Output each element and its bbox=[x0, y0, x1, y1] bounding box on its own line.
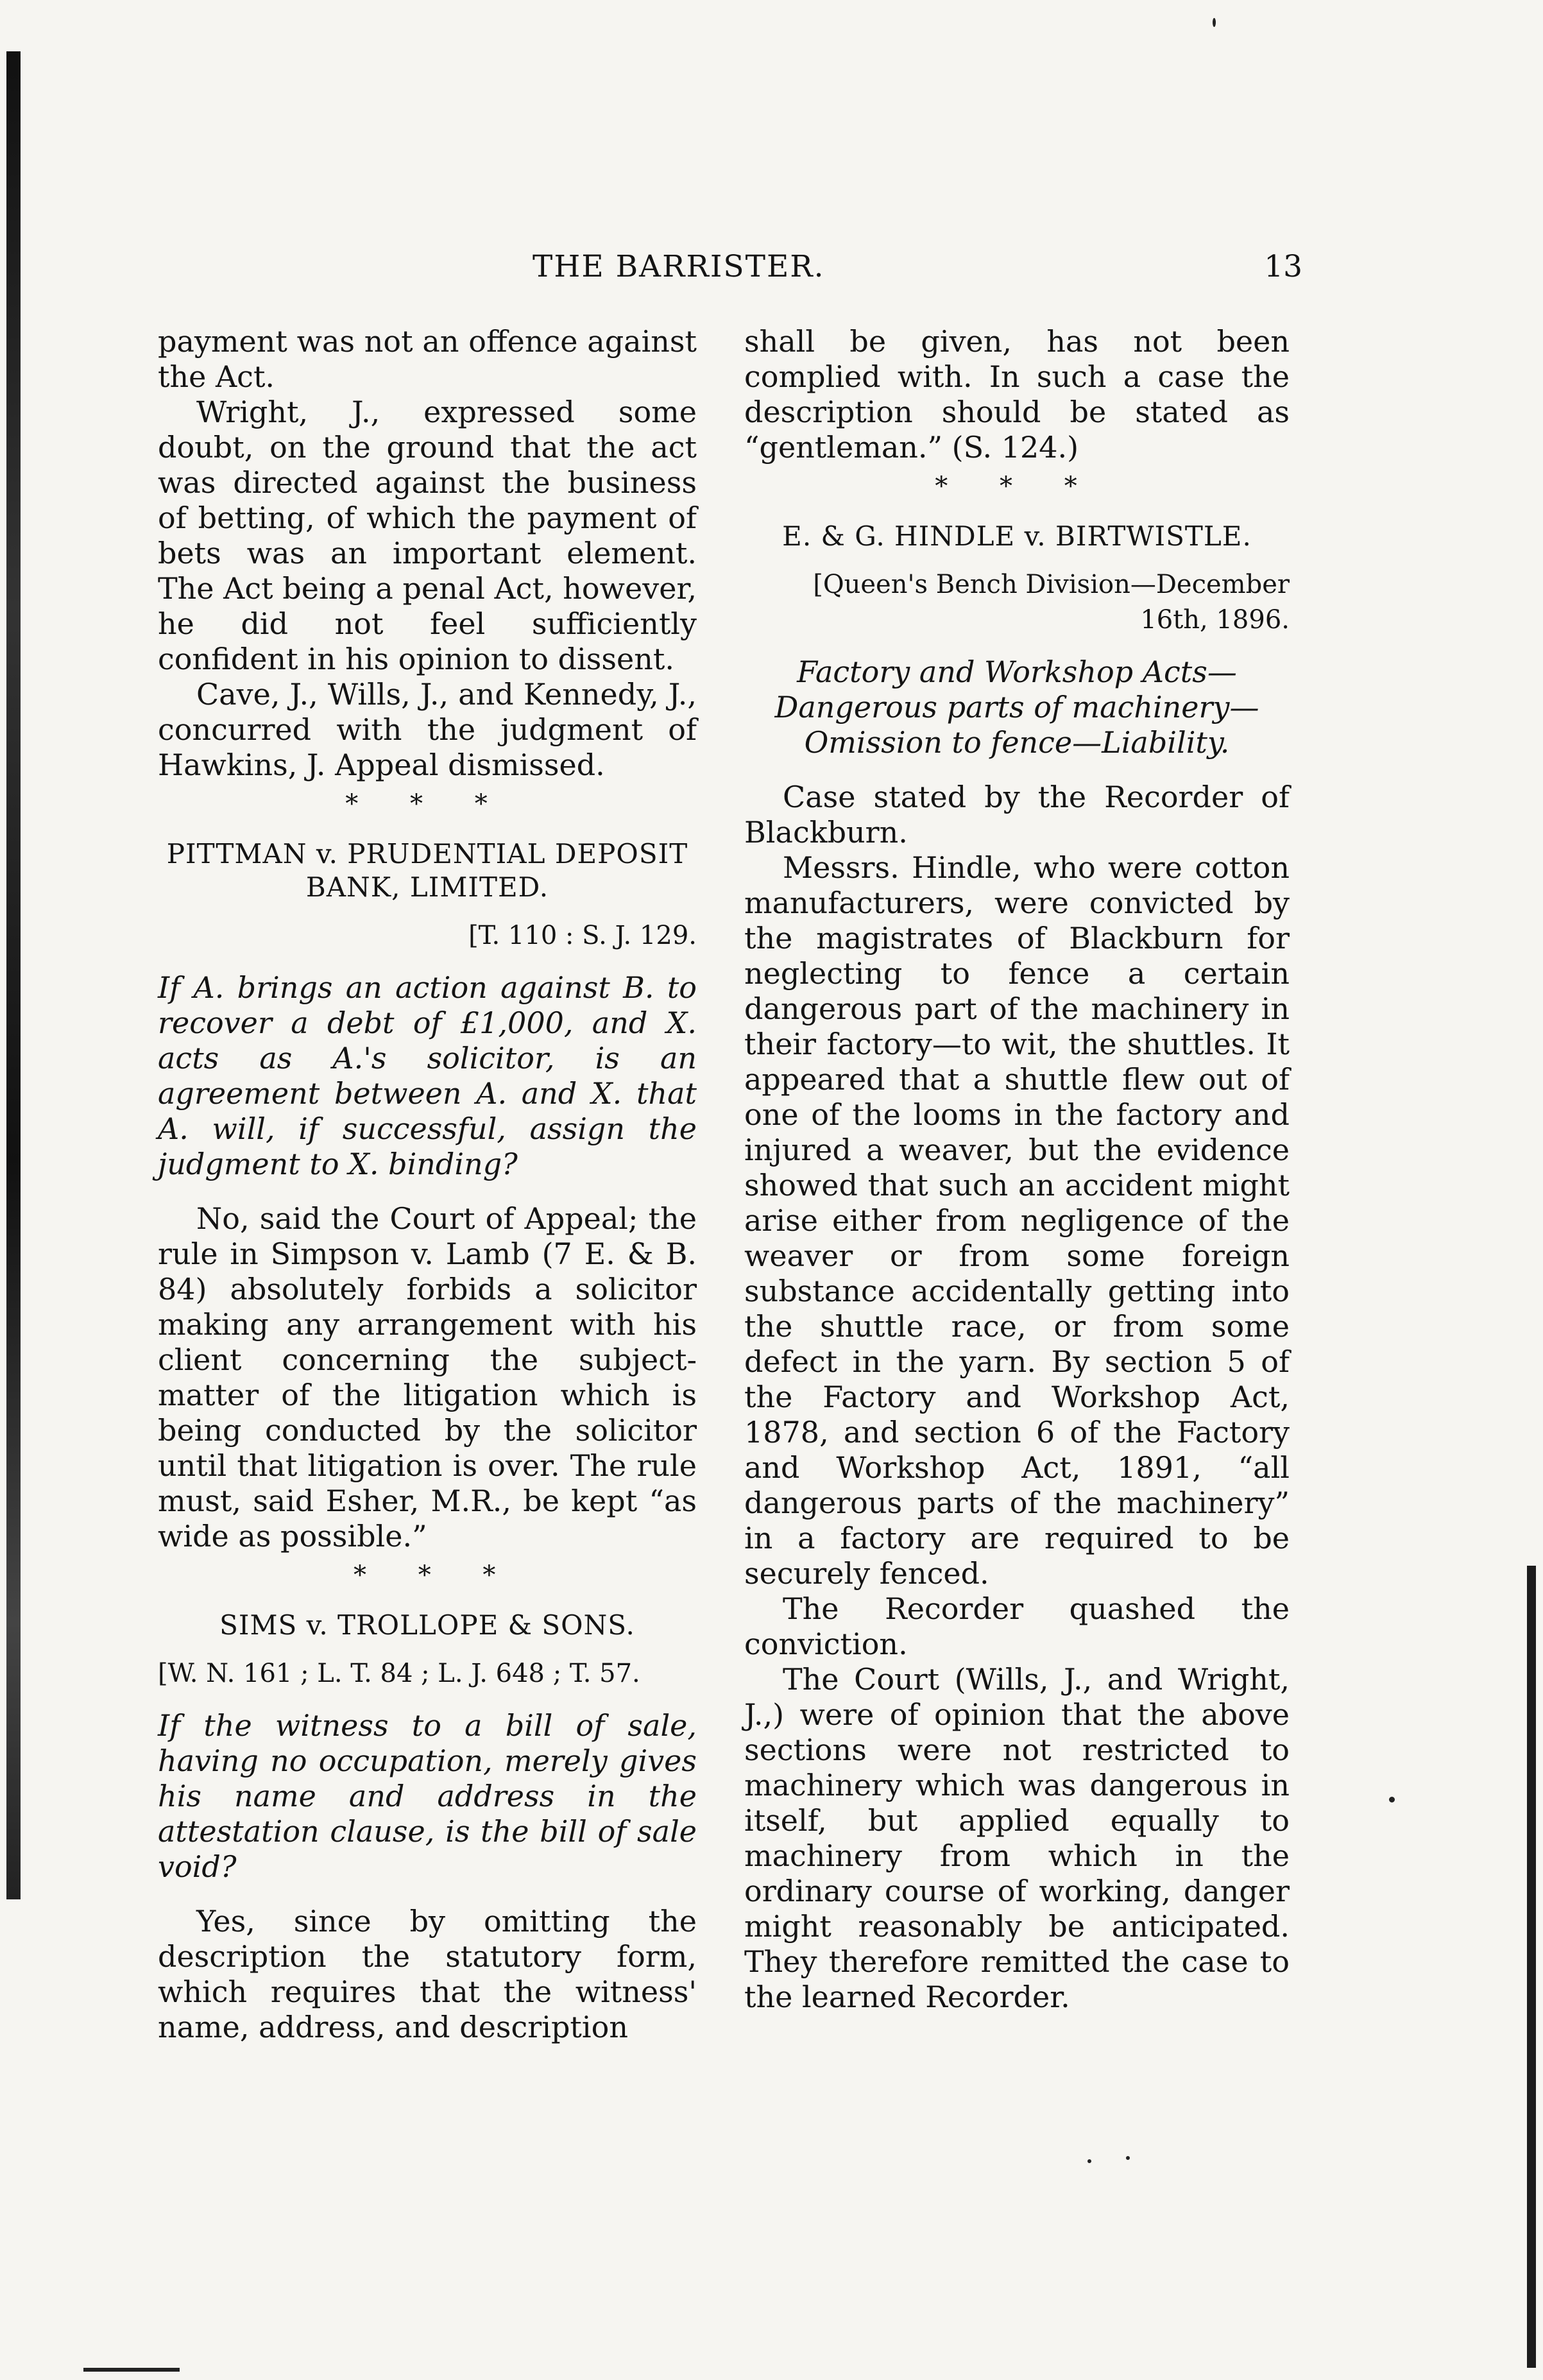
page-number: 13 bbox=[1264, 249, 1302, 284]
scan-edge-left bbox=[6, 51, 21, 1899]
case-title: SIMS v. TROLLOPE & SONS. bbox=[219, 1609, 635, 1641]
case-citation: [T. 110 : S. J. 129. bbox=[468, 921, 697, 950]
paragraph: The Court (Wills, J., and Wright, J.,) were of opinion that the above sections were not restricted to machinery which was dangerous in itself, but applied equally to machinery from which in the ordinary course of working, danger might reasonably be anticipated. They therefore remitted the case to the learned Recorder. bbox=[744, 1662, 1290, 2014]
running-head bbox=[154, 249, 1302, 294]
left-column bbox=[158, 324, 697, 2045]
case-answer: No, said the Court of Appeal; the rule in Simpson v. Lamb (7 E. & B. 84) absolutely forbids a solicitor making any arrangement with his client concerning the subject-matter of the litigation which is being conducted by the solicitor until that litigation is over. The rule must, said Esher, M.R., be kept “as wide as possible.” bbox=[158, 1201, 697, 1554]
case-answer: Yes, since by omitting the description the statutory form, which requires that the witness' name, address, and description bbox=[158, 1904, 697, 2044]
case-title: E. & G. HINDLE v. BIRTWISTLE. bbox=[782, 520, 1252, 552]
scan-edge-right bbox=[1527, 1566, 1536, 2368]
paragraph: Case stated by the Recorder of Blackburn. bbox=[744, 780, 1290, 850]
case-citation: [Queen's Bench Division—December 16th, 1896. bbox=[813, 570, 1290, 635]
scan-speck bbox=[1087, 2159, 1091, 2163]
paragraph: The Recorder quashed the conviction. bbox=[744, 1591, 1290, 1661]
scan-speck bbox=[1389, 1797, 1395, 1802]
scan-mark-bottom bbox=[83, 2368, 180, 2372]
case-question: If the witness to a bill of sale, having no occupation, merely gives his name and address in the attestation clause, is the bill of sale void? bbox=[158, 1708, 697, 1884]
paragraph: Messrs. Hindle, who were cotton manufacturers, were convicted by the magistrates of Blackburn for neglecting to fence a certain dangerous part of the machinery in their factory—to wit, the shuttles. It appeared that a shuttle flew out of one of the looms in the factory and injured a weaver, but the evidence showed that such an accident might arise either from negligence of the weaver or from some foreign substance accidentally getting into the shuttle race, or from some defect in the yarn. By section 5 of the Factory and Workshop Act, 1878, and section 6 of the Factory and Workshop Act, 1891, “all dangerous parts of the machinery” in a factory are required to be securely fenced. bbox=[744, 850, 1290, 1591]
scan-speck bbox=[1126, 2156, 1130, 2160]
section-divider: * * * bbox=[345, 789, 509, 819]
paragraph: Cave, J., Wills, J., and Kennedy, J., concurred with the judgment of Hawkins, J. Appeal dismissed. bbox=[158, 677, 697, 782]
section-divider: * * * bbox=[354, 1561, 518, 1590]
case-headnote: Factory and Workshop Acts—Dangerous parts of machinery—Omission to fence—Liability. bbox=[774, 655, 1259, 760]
running-title: THE BARRISTER. bbox=[533, 249, 825, 284]
paragraph: shall be given, has not been complied with. In such a case the description should be stated as “gentleman.” (S. 124.) bbox=[744, 324, 1290, 465]
section-divider: * * * bbox=[935, 472, 1099, 501]
scan-speck bbox=[1213, 18, 1216, 27]
case-citation: [W. N. 161 ; L. T. 84 ; L. J. 648 ; T. 57. bbox=[158, 1659, 640, 1688]
case-title: PITTMAN v. PRUDENTIAL DEPOSIT BANK, LIMITED. bbox=[166, 838, 688, 903]
case-question: If A. brings an action against B. to recover a debt of £1,000, and X. acts as A.'s solicitor, is an agreement between A. and X. that A. will, if successful, assign the judgment to X. binding? bbox=[158, 970, 697, 1181]
paragraph: Wright, J., expressed some doubt, on the ground that the act was directed against the business of betting, of which the payment of bets was an important element. The Act being a penal Act, however, he did not feel sufficiently confident in his opinion to dissent. bbox=[158, 395, 697, 676]
right-column bbox=[744, 324, 1290, 2015]
paragraph: payment was not an offence against the Act. bbox=[158, 324, 697, 394]
